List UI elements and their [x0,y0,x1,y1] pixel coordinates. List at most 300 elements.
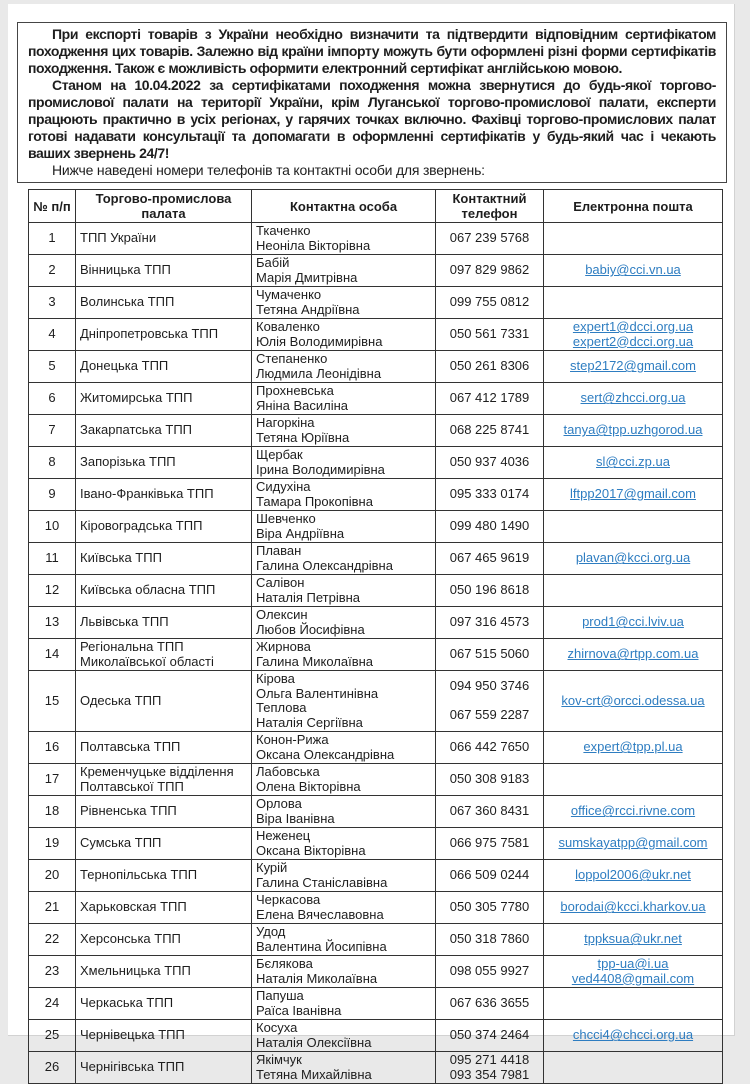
email-link[interactable]: expert@tpp.pl.ua [583,739,683,755]
phone-lines [440,512,539,541]
table-row [29,796,723,828]
table-row [29,764,723,796]
contact-line: Тетяна Михайлівна [256,1066,372,1082]
email-cell [544,319,723,351]
contact-line: Олексин [256,607,308,622]
email-link[interactable]: prod1@cci.lviv.ua [582,614,684,630]
table-row [29,479,723,511]
contact-line: Прохневська [256,383,334,398]
phone-lines [440,765,539,794]
phone-number: 067 412 1789 [449,390,530,406]
email-link[interactable]: babiy@cci.vn.ua [585,262,681,278]
contact-person-cell [252,860,436,892]
phone-number: 067 360 8431 [449,803,530,819]
email-cell [544,511,723,543]
header-contact-person: Контактна особа [252,190,436,223]
header-row-number: № п/п [29,190,76,223]
contact-person-cell [252,639,436,671]
table-row [29,828,723,860]
chamber-name-cell [76,860,252,892]
contact-person-cell [252,956,436,988]
contact-line: Віра Андріївна [256,525,345,541]
chamber-name-cell [76,543,252,575]
row-number-cell: 17 [29,764,76,796]
phone-number: 067 465 9619 [449,550,530,566]
table-row [29,892,723,924]
chamber-line: Львівська ТПП [80,614,169,630]
chamber-line: Чернігівська ТПП [80,1059,185,1075]
row-number-cell: 24 [29,988,76,1020]
email-link[interactable]: ved4408@gmail.com [571,970,695,986]
email-link[interactable]: tpp-ua@i.ua [597,956,669,971]
contact-person-cell [252,287,436,319]
chamber-line: Запорізька ТПП [80,454,176,470]
email-link[interactable]: sumskayatpp@gmail.com [558,835,708,851]
email-cell [544,575,723,607]
phone-cell [436,860,544,892]
row-number-cell: 21 [29,892,76,924]
contact-person-cell [252,796,436,828]
table-row [29,639,723,671]
contact-line: Тамара Прокопівна [256,493,373,509]
phone-lines [440,797,539,826]
phone-number: 050 318 7860 [449,931,530,947]
table-row [29,319,723,351]
phone-cell [436,764,544,796]
contact-line: Людмила Леонідівна [256,365,382,381]
contact-line: Кірова [256,671,295,686]
phone-cell [436,892,544,924]
phone-lines [440,256,539,285]
chamber-line: Донецька ТПП [80,358,169,374]
chamber-line: Київська ТПП [80,550,162,566]
email-cell [544,351,723,383]
row-number-cell: 25 [29,1020,76,1052]
chamber-line: Тернопільська ТПП [80,867,198,883]
row-number-cell: 7 [29,415,76,447]
contact-line: Тетяна Андріївна [256,301,360,317]
chamber-line: Полтавська ТПП [80,739,181,755]
email-cell [544,1020,723,1052]
email-cell [544,988,723,1020]
phone-lines [440,733,539,762]
email-cell [544,639,723,671]
contact-person-cell [252,255,436,287]
contact-line: Курій [256,860,288,875]
contact-line: Наталія Сергіївна [256,714,363,730]
chamber-name-cell [76,287,252,319]
row-number-cell: 14 [29,639,76,671]
contact-line: Ткаченко [256,223,311,238]
table-row [29,511,723,543]
chamber-line: Івано-Франківька ТПП [80,486,214,502]
chamber-name-cell [76,639,252,671]
email-cell [544,255,723,287]
phone-lines [440,224,539,253]
phone-number: 066 509 0244 [449,867,530,883]
contact-person-cell [252,575,436,607]
contact-line: Яніна Василіна [256,397,349,413]
phone-number: 050 305 7780 [449,899,530,915]
email-cell [544,924,723,956]
contact-person-cell [252,892,436,924]
phone-number: 067 559 2287 [449,707,530,723]
row-number-cell: 26 [29,1052,76,1084]
chamber-line: Чернівецька ТПП [80,1027,185,1043]
phone-number: 067 239 5768 [449,230,530,246]
phone-cell [436,796,544,828]
row-number-cell: 20 [29,860,76,892]
contact-line: Марія Дмитрівна [256,269,358,285]
contact-line: Лабовська [256,764,320,779]
contact-line: Юлія Володимирівна [256,333,383,349]
phone-number: 050 196 8618 [449,582,530,598]
phone-cell [436,988,544,1020]
phone-cell [436,924,544,956]
contact-line: Салівон [256,575,305,590]
contact-person-cell [252,607,436,639]
phone-lines [440,384,539,413]
contact-line: Конон-Рижа [256,732,329,747]
row-number-cell: 18 [29,796,76,828]
table-row [29,223,723,255]
phone-lines [440,1053,539,1082]
phone-cell [436,319,544,351]
table-row [29,1020,723,1052]
chamber-name-cell [76,1052,252,1084]
table-row [29,732,723,764]
table-header-row [29,190,723,223]
chamber-line: Вінницька ТПП [80,262,171,278]
phone-lines [440,861,539,890]
email-link[interactable]: plavan@kcci.org.ua [575,550,691,566]
chamber-line: Дніпропетровська ТПП [80,326,219,342]
contact-person-cell [252,351,436,383]
phone-lines [440,893,539,922]
row-number-cell: 13 [29,607,76,639]
chamber-name-cell [76,796,252,828]
phone-lines [440,288,539,317]
email-cell [544,287,723,319]
email-link[interactable]: expert2@dcci.org.ua [572,333,694,349]
table-row [29,575,723,607]
email-link[interactable]: chcci4@chcci.org.ua [572,1027,694,1043]
chamber-line: Хмельницька ТПП [80,963,191,979]
chamber-name-cell [76,255,252,287]
phone-lines [440,352,539,381]
contact-person-cell [252,1020,436,1052]
table-row [29,924,723,956]
chamber-name-cell [76,764,252,796]
contact-line: Галина Станіславівна [256,874,388,890]
phone-number: 097 829 9862 [449,262,530,278]
table-row [29,543,723,575]
contact-line: Черкасова [256,892,321,907]
email-cell [544,479,723,511]
email-cell [544,764,723,796]
chamber-name-cell [76,671,252,732]
contact-line: Галина Олександрівна [256,557,393,573]
header-email: Електронна пошта [544,190,723,223]
contact-line: Елена Вячеславовна [256,906,384,922]
email-cell [544,796,723,828]
chamber-line: Сумська ТПП [80,835,162,851]
chamber-name-cell [76,319,252,351]
phone-number: 067 636 3655 [449,995,530,1011]
contact-line: Любов Йосифівна [256,621,365,637]
chamber-name-cell [76,1020,252,1052]
contact-line: Оксана Вікторівна [256,842,366,858]
phone-lines [440,576,539,605]
row-number-cell: 16 [29,732,76,764]
contact-person-cell [252,671,436,732]
table-row [29,956,723,988]
phone-number: 094 950 3746 [449,678,530,694]
phone-number: 095 333 0174 [449,486,530,502]
contact-person-cell [252,511,436,543]
phone-cell [436,828,544,860]
email-cell [544,607,723,639]
chamber-line: Черкаська ТПП [80,995,174,1011]
row-number-cell: 22 [29,924,76,956]
contact-line: Чумаченко [256,287,322,302]
contact-line: Наталія Миколаївна [256,970,378,986]
contact-line: Шевченко [256,511,316,526]
contact-line: Щербак [256,447,303,462]
phone-lines [440,608,539,637]
phone-number: 066 442 7650 [449,739,530,755]
email-cell [544,223,723,255]
table-row [29,255,723,287]
chambers-contact-table [28,189,723,1084]
chamber-line: Регіональна ТПП [80,639,184,654]
email-link[interactable]: tanya@tpp.uzhgorod.ua [563,422,703,438]
header-chamber: Торгово-промислова палата [76,190,252,223]
chamber-name-cell [76,383,252,415]
contact-person-cell [252,828,436,860]
contact-line: Коваленко [256,319,320,334]
phone-lines [440,925,539,954]
chamber-name-cell [76,415,252,447]
phone-number: 050 561 7331 [449,326,530,342]
row-number-cell: 11 [29,543,76,575]
contact-line: Неоніла Вікторівна [256,237,371,253]
chamber-name-cell [76,223,252,255]
contact-line: Віра Іванівна [256,810,335,826]
chamber-name-cell [76,447,252,479]
contact-line: Наталія Петрівна [256,589,361,605]
phone-lines [440,829,539,858]
chamber-name-cell [76,607,252,639]
email-link[interactable]: expert1@dcci.org.ua [572,319,694,334]
chamber-line: Волинська ТПП [80,294,175,310]
chamber-line: Миколаївської області [80,653,214,669]
email-link[interactable]: step2172@gmail.com [570,358,696,374]
phone-cell [436,223,544,255]
contact-line: Валентина Йосипівна [256,938,387,954]
table-row [29,351,723,383]
intro-note-line: Нижче наведені номери телефонів та контактні особи для звернень: [52,162,485,178]
email-cell [544,892,723,924]
email-link[interactable]: loppol2006@ukr.net [575,867,691,883]
contact-line: Бабій [256,255,290,270]
phone-lines [440,416,539,445]
email-cell [544,1052,723,1084]
email-link[interactable]: tppksua@ukr.net [584,931,682,947]
phone-cell [436,351,544,383]
table-row [29,287,723,319]
contact-line: Бєлякова [256,956,313,971]
phone-cell [436,575,544,607]
phone-number: 050 261 8306 [449,358,530,374]
phone-lines [440,1021,539,1050]
phone-lines [440,544,539,573]
email-link[interactable]: kov-crt@orcci.odessa.ua [561,692,705,708]
phone-number: 099 480 1490 [449,518,530,534]
row-number-cell: 10 [29,511,76,543]
contact-line: Папуша [256,988,304,1003]
table-row [29,447,723,479]
email-cell [544,860,723,892]
row-number-cell: 3 [29,287,76,319]
email-link[interactable]: borodai@kcci.kharkov.ua [560,899,706,915]
table-row [29,415,723,447]
phone-cell [436,383,544,415]
row-number-cell: 12 [29,575,76,607]
chamber-line: Херсонська ТПП [80,931,181,947]
email-cell [544,383,723,415]
contact-line: Неженец [256,828,311,843]
contact-person-cell [252,223,436,255]
contact-person-cell [252,479,436,511]
chamber-name-cell [76,828,252,860]
contact-line: Раїса Іванівна [256,1002,342,1018]
chamber-name-cell [76,924,252,956]
email-link[interactable]: office@rcci.rivne.com [570,803,696,819]
row-number-cell: 1 [29,223,76,255]
contact-line: Якімчук [256,1052,302,1067]
contact-line: Теплова [256,700,307,715]
contact-line: Олена Вікторівна [256,778,361,794]
phone-number: 066 975 7581 [449,835,530,851]
chamber-name-cell [76,575,252,607]
phone-lines [440,957,539,986]
row-number-cell: 6 [29,383,76,415]
intro-text-box [17,22,727,183]
contact-person-cell [252,415,436,447]
phone-lines [440,640,539,669]
chamber-line: Кіровоградська ТПП [80,518,203,534]
chamber-line: Закарпатська ТПП [80,422,193,438]
contact-line: Ольга Валентинівна [256,685,379,701]
chamber-line: Київська обласна ТПП [80,582,216,598]
phone-cell [436,511,544,543]
phone-number: 097 316 4573 [449,614,530,630]
email-link[interactable]: sl@cci.zp.ua [596,454,670,470]
chamber-name-cell [76,351,252,383]
email-link[interactable]: zhirnova@rtpp.com.ua [567,646,699,662]
phone-cell [436,639,544,671]
table-row [29,1052,723,1084]
contact-line: Сидухіна [256,479,311,494]
phone-number: 068 225 8741 [449,422,530,438]
phone-cell [436,1052,544,1084]
phone-cell [436,415,544,447]
row-number-cell: 15 [29,671,76,732]
contact-line: Орлова [256,796,302,811]
chamber-line: Харьковская ТПП [80,899,187,915]
email-cell [544,956,723,988]
chamber-name-cell [76,956,252,988]
row-number-cell: 23 [29,956,76,988]
phone-cell [436,287,544,319]
chamber-line: Кременчуцьке відділення [80,764,234,779]
phone-number: 050 937 4036 [449,454,530,470]
phone-lines [440,672,539,730]
phone-cell [436,255,544,287]
contact-line: Степаненко [256,351,328,366]
contact-line: Жирнова [256,639,311,654]
contact-person-cell [252,732,436,764]
contact-person-cell [252,543,436,575]
chamber-name-cell [76,988,252,1020]
email-link[interactable]: lftpp2017@gmail.com [570,486,696,502]
phone-cell [436,956,544,988]
chamber-line: Рівненська ТПП [80,803,177,819]
phone-lines [440,989,539,1018]
phone-lines [440,448,539,477]
chamber-name-cell [76,479,252,511]
chamber-name-cell [76,511,252,543]
table-row [29,671,723,732]
phone-cell [436,447,544,479]
row-number-cell: 8 [29,447,76,479]
email-cell [544,828,723,860]
contact-line: Плаван [256,543,302,558]
contact-line: Галина Миколаївна [256,653,374,669]
phone-number: 050 374 2464 [449,1027,530,1043]
table-row [29,860,723,892]
header-contact-phone: Контактний телефон [436,190,544,223]
phone-lines [440,320,539,349]
phone-cell [436,732,544,764]
chamber-line: Одеська ТПП [80,692,162,708]
contact-line: Оксана Олександрівна [256,746,395,762]
chamber-line: Полтавської ТПП [80,778,184,794]
intro-paragraph-2: Станом на 10.04.2022 за сертифікатами походження можна звернутися до будь-якої торгово-промислової палати на території України, крім Луганської торгово-промислової палати, експерти працюють практично в усіх регіонах, у гарячих точках включно. Фахівці торгово-промислових палат готові надавати консультації та допомагати в оформленні сертифікатів у будь-який час і чекають ваших звернень 24/7! [28,77,716,161]
contact-person-cell [252,319,436,351]
email-link[interactable]: sert@zhcci.org.ua [580,390,686,406]
intro-paragraph-1: При експорті товарів з України необхідно визначити та підтвердити відповідним сертифікатом походження цих товарів. Залежно від країни імпорту можуть бути оформлені різні форми сертифікатів походження. Також є можливість оформити електронний сертифікат англійською мовою. [28,26,716,76]
phone-cell [436,1020,544,1052]
phone-number: 050 308 9183 [449,771,530,787]
table-row [29,607,723,639]
row-number-cell: 5 [29,351,76,383]
phone-number: 095 271 4418 [449,1052,530,1067]
contact-person-cell [252,764,436,796]
row-number-cell: 9 [29,479,76,511]
row-number-cell: 19 [29,828,76,860]
email-cell [544,447,723,479]
email-cell [544,732,723,764]
phone-cell [436,671,544,732]
contact-person-cell [252,1052,436,1084]
contact-person-cell [252,988,436,1020]
phone-cell [436,607,544,639]
phone-lines [440,480,539,509]
contact-line: Косуха [256,1020,298,1035]
phone-number: 093 354 7981 [449,1066,530,1082]
